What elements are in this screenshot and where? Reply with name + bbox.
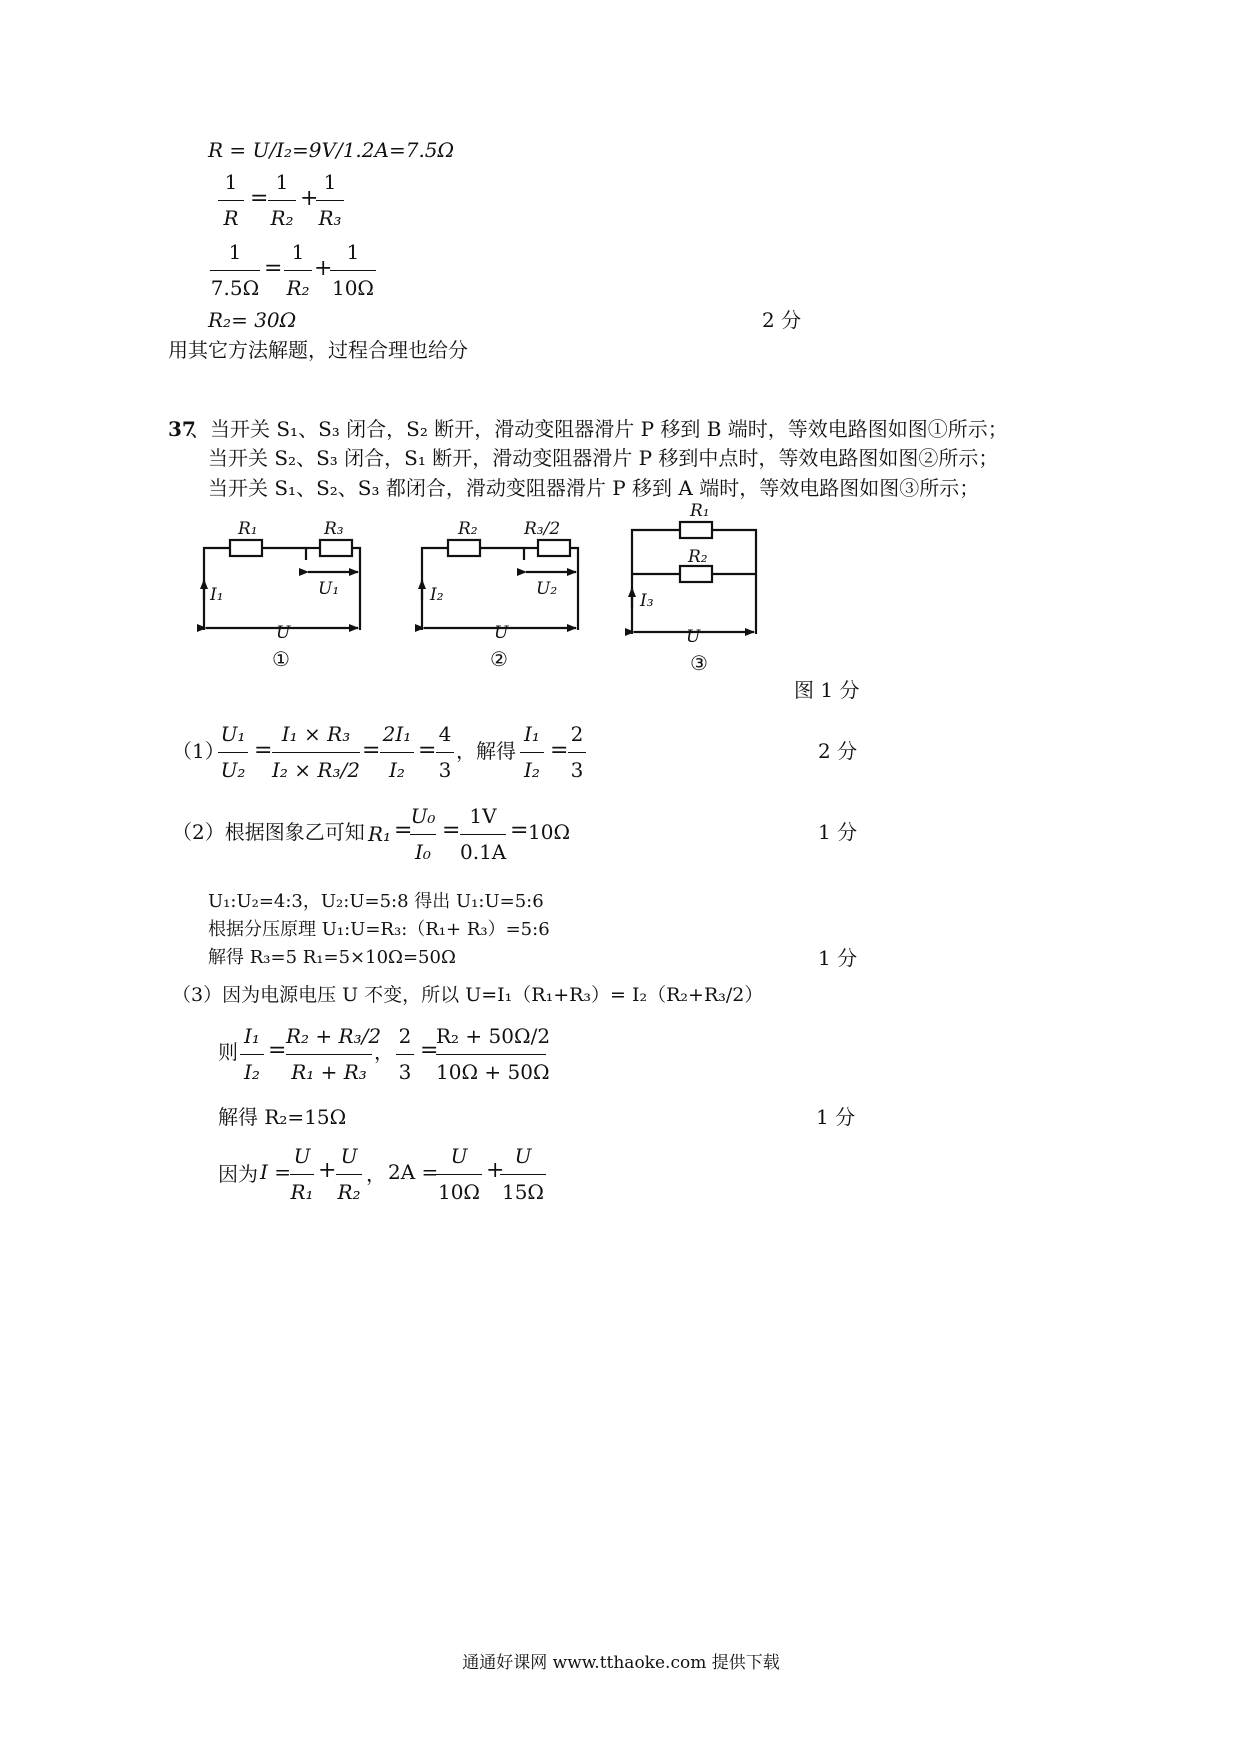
c3-vtotal-label: U (686, 627, 701, 647)
ratio-line: U₁:U₂=4:3，U₂:U=5:8 得出 U₁:U=5:6 (208, 891, 544, 912)
equals-sign: = (362, 738, 381, 763)
equals-sign: = (420, 1038, 439, 1063)
circuit-diagrams (190, 500, 790, 680)
c2-current-label: I₂ (430, 585, 444, 605)
then-text: 则 (218, 1040, 238, 1064)
separator: ， (366, 1162, 386, 1186)
equals-sign: = (264, 256, 283, 281)
c2-number: ② (490, 647, 508, 671)
score: 2 分 (762, 308, 802, 332)
two-amp-equation: 2A = (388, 1160, 439, 1184)
c1-r-right-label: R₃ (324, 519, 344, 539)
c3-number: ③ (690, 651, 708, 675)
c1-current-label: I₁ (210, 585, 224, 605)
because-text: 因为 (218, 1162, 258, 1186)
c3-r-bottom-label: R₂ (688, 547, 708, 567)
r2-solve-line: 解得 R₂=15Ω (218, 1105, 347, 1129)
c2-vtotal-label: U (494, 623, 509, 643)
statement-2: 当开关 S₂、S₃ 闭合，S₁ 断开，滑动变阻器滑片 P 移到中点时，等效电路图如图②所示； (208, 446, 999, 470)
solve-text: ，解得 (456, 739, 516, 763)
equals-sign: = (250, 186, 269, 211)
score: 1 分 (818, 820, 858, 844)
part-3-label: （3）因为电源电压 U 不变，所以 U=I₁（R₁+R₃）= I₂（R₂+R₃/2） (172, 984, 764, 1006)
r-equation-line: R = U/I₂=9V/1.2A=7.5Ω (208, 138, 455, 162)
plus-sign: + (486, 1158, 505, 1183)
equals-sign: = (394, 818, 413, 843)
figure-score: 图 1 分 (794, 678, 860, 702)
equals-sign: = (442, 818, 461, 843)
equals-sign: = (418, 738, 437, 763)
c3-r-top-label: R₁ (690, 501, 710, 521)
r3-result-line: 解得 R₃=5 R₁=5×10Ω=50Ω (208, 947, 456, 968)
c2-r-left-label: R₂ (458, 519, 478, 539)
divider-principle-line: 根据分压原理 U₁:U=R₃:（R₁+ R₃）=5:6 (208, 919, 550, 940)
r1-result: 10Ω (528, 820, 571, 844)
part-1-label: （1） (172, 739, 225, 763)
c1-vtotal-label: U (276, 623, 291, 643)
plus-sign: + (300, 186, 319, 211)
c1-vpart-label: U₁ (318, 579, 340, 599)
equals-sign: = (254, 738, 273, 763)
c1-r-left-label: R₁ (238, 519, 258, 539)
score: 1 分 (818, 946, 858, 970)
score: 2 分 (818, 739, 858, 763)
footer-text: 通通好课网 www.tthaoke.com 提供下载 (462, 1653, 780, 1673)
statement-1: 、当开关 S₁、S₃ 闭合，S₂ 断开，滑动变阻器滑片 P 移到 B 端时，等效电路图如图①所示； (190, 417, 1008, 441)
r2-result: R₂= 30Ω (208, 308, 297, 332)
equals-sign: = (550, 738, 569, 763)
statement-3: 当开关 S₁、S₂、S₃ 都闭合，滑动变阻器滑片 P 移到 A 端时，等效电路图如图③所示； (208, 476, 980, 500)
equals-sign: = (510, 818, 529, 843)
separator: ， (374, 1040, 394, 1064)
current-equation: I = (260, 1160, 292, 1184)
c2-vpart-label: U₂ (536, 579, 558, 599)
equals-sign: = (268, 1038, 287, 1063)
c3-current-label: I₃ (640, 591, 654, 611)
score: 1 分 (816, 1105, 856, 1129)
part-2-label: （2）根据图象乙可知 (172, 820, 365, 844)
plus-sign: + (314, 256, 333, 281)
c1-number: ① (272, 647, 290, 671)
plus-sign: + (318, 1158, 337, 1183)
c2-r-right-label: R₃/2 (524, 519, 561, 539)
r1-symbol: R₁ (368, 822, 392, 846)
grading-note: 用其它方法解题，过程合理也给分 (168, 338, 468, 362)
circuit-3 (632, 522, 756, 634)
question-number: 37 (168, 417, 196, 441)
